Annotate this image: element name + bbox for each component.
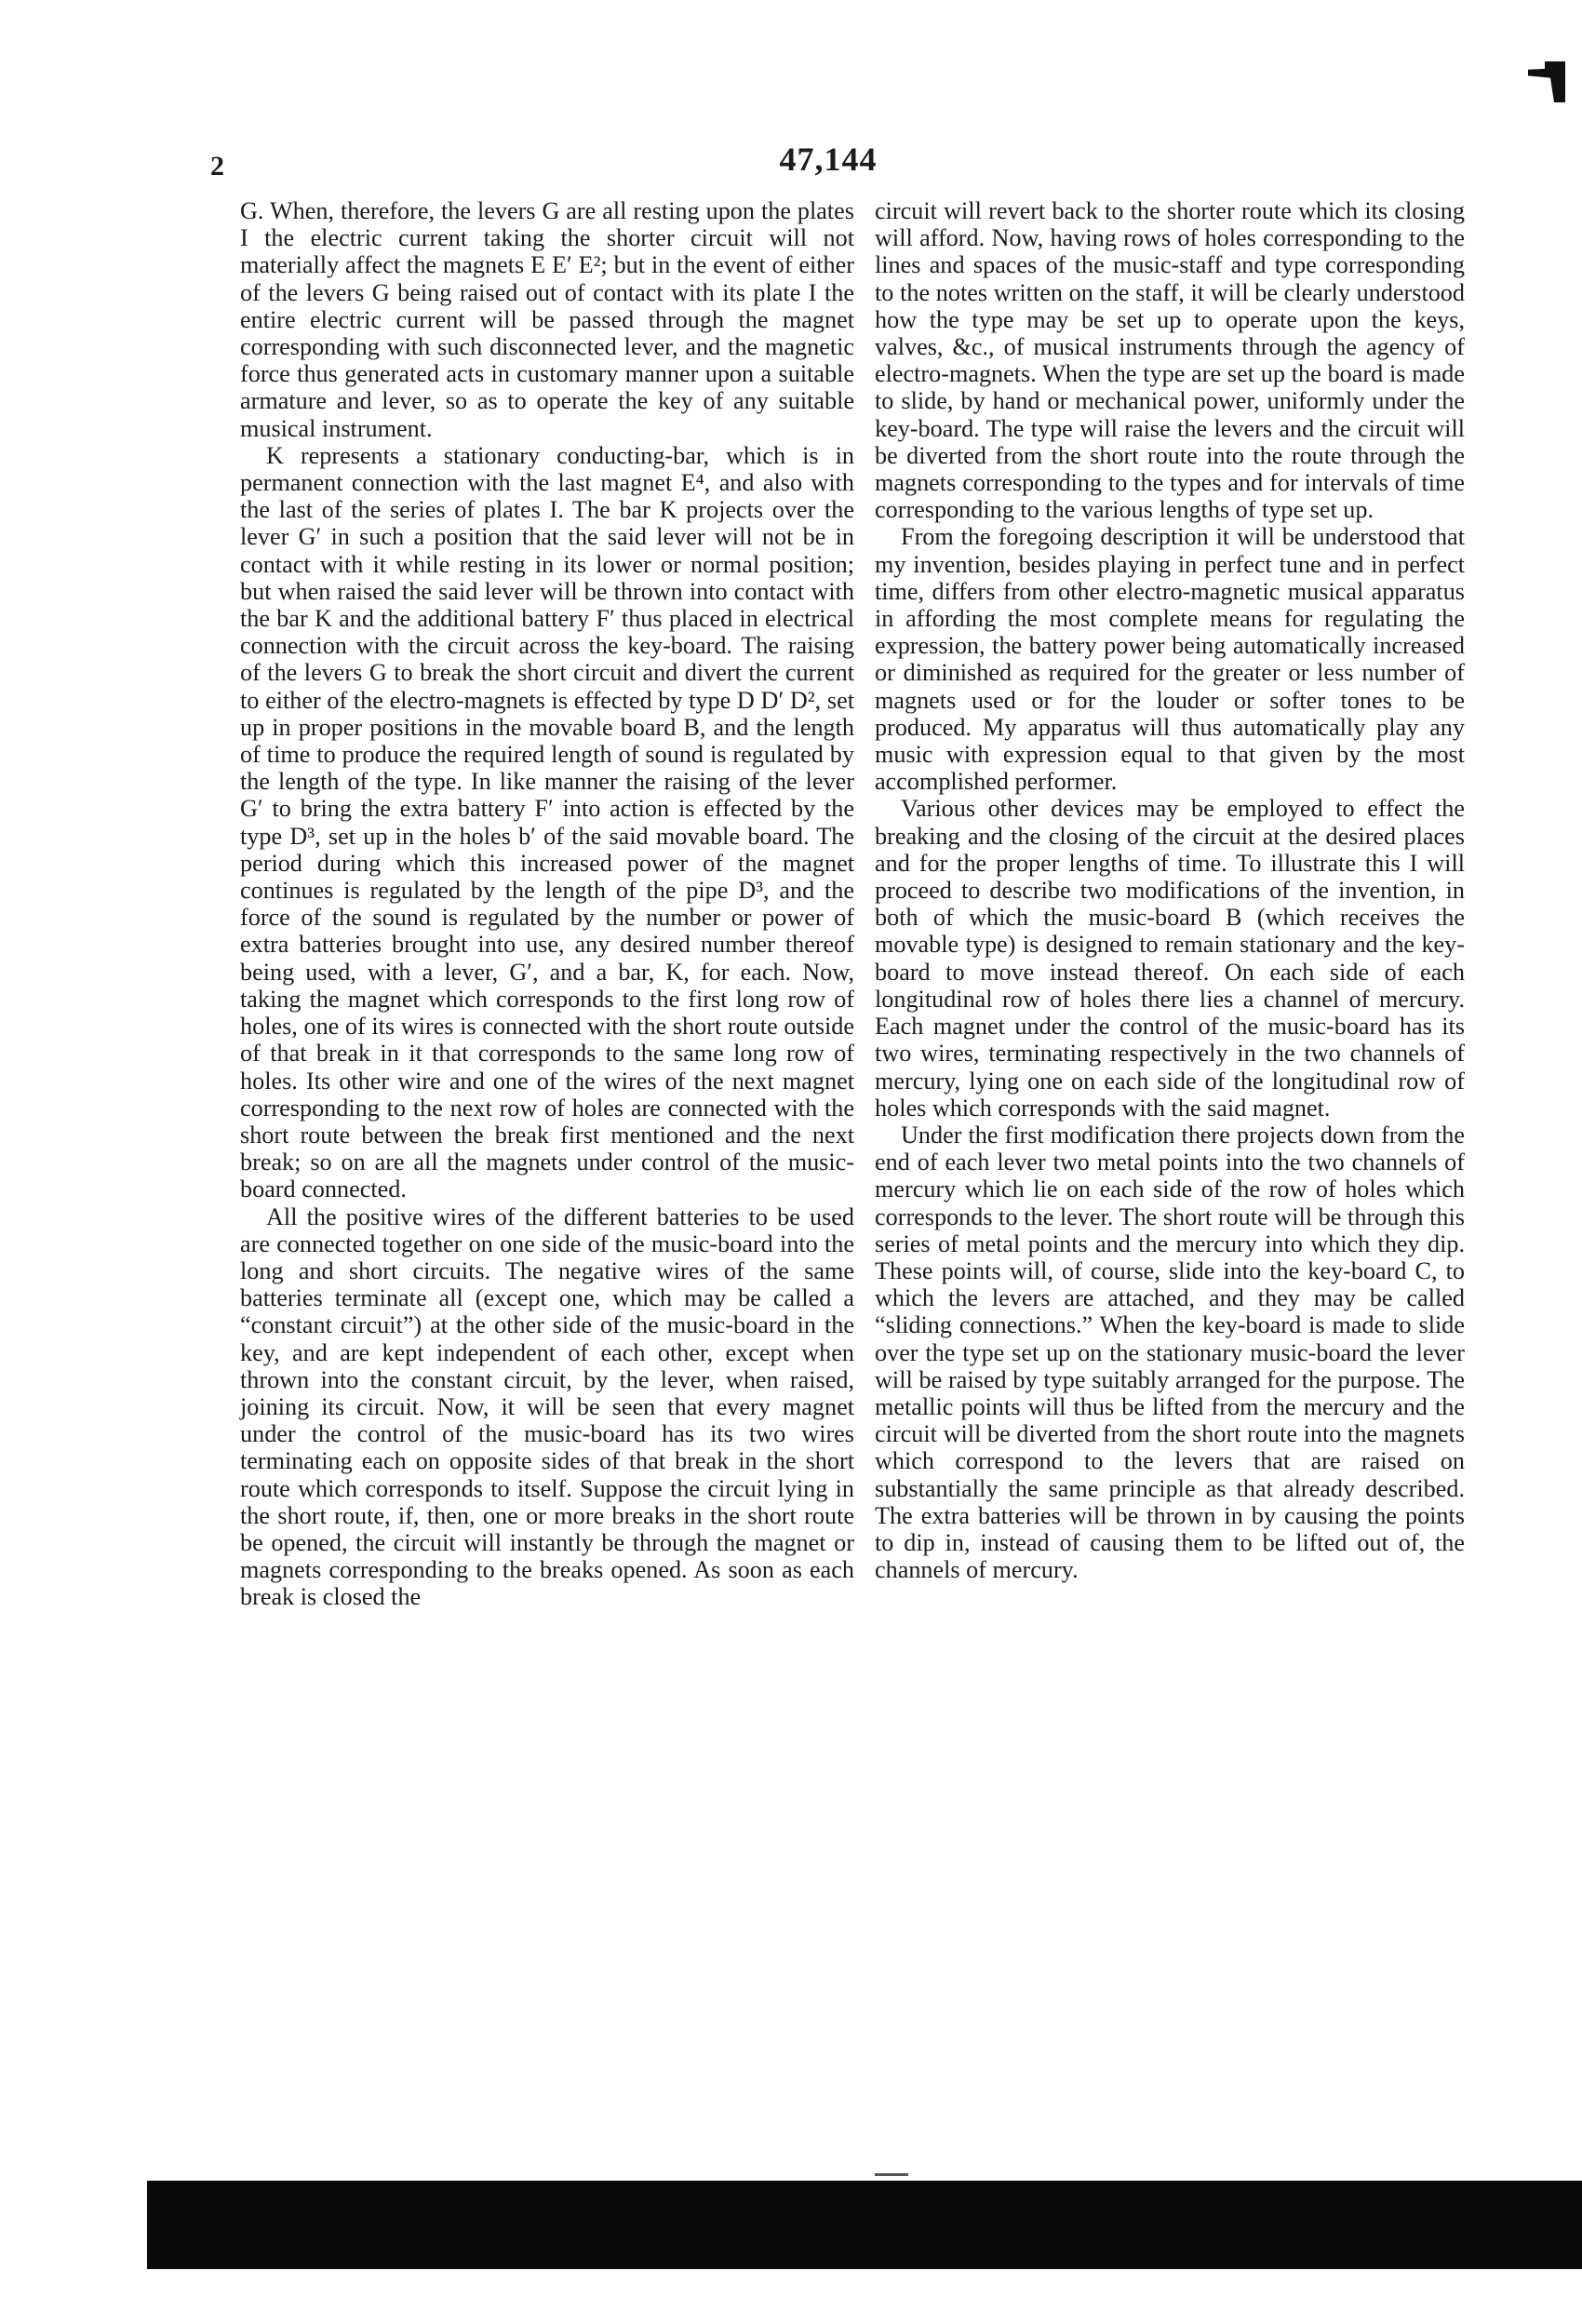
paragraph: Various other devices may be employed to effect the breaking and the closing of the circuit at the desired places and for the proper lengths of time. To illustrate this I will proceed to describe two modifications of the invention, in both of which the music-board B (which receives the movable type) is designed to remain stationary and the key-board to move instead thereof. On each side of each longitudinal row of holes there lies a channel of mercury. Each magnet under the control of the music-board has its two wires, terminating respectively in the two channels of mercury, lying one on each side of the longitudinal row of holes which corresponds with the said magnet. (875, 795, 1465, 1122)
paragraph: Under the first modification there projects down from the end of each lever two metal points into the two channels of mercury which lie on each side of the row of holes which corresponds to the lever. The short route will be through this series of metal points and the mercury into which they dip. These points will, of course, slide into the key-board C, to which the levers are attached, and they may be called “sliding connections.” When the key-board is made to slide over the type set up on the stationary music-board the lever will be raised by type suitably arranged for the purpose. The metallic points will thus be lifted from the mercury and the circuit will be diverted from the short route into the magnets which correspond to the levers that are raised on substantially the same principle as that already described. The extra batteries will be thrown in by causing the points to dip in, instead of causing them to be lifted out of, the channels of mercury. (875, 1121, 1465, 1584)
page-number: 2 (210, 151, 224, 181)
scan-speck (875, 2173, 908, 2176)
paragraph: circuit will revert back to the shorter route which its closing will afford. Now, having rows of holes corresponding to the lines and spaces of the music-staff and type corresponding to the notes written on the staff, it will be clearly understood how the type may be set up to operate upon the keys, valves, &c., of musical instruments through the agency of electro-magnets. When the type are set up the board is made to slide, by hand or mechanical power, uniformly under the key-board. The type will raise the levers and the circuit will be diverted from the short route into the route through the magnets corresponding to the types and for intervals of time corresponding to the various lengths of type set up. (875, 197, 1465, 524)
paragraph: G. When, therefore, the levers G are all resting upon the plates I the electric current taking the shorter circuit will not materially affect the magnets E E′ E²; but in the event of either of the levers G being raised out of contact with its plate I the entire electric current will be passed through the magnet corresponding with such disconnected lever, and the magnetic force thus generated acts in customary manner upon a suitable armature and lever, so as to operate the key of any suitable musical instrument. (240, 197, 854, 442)
paragraph: All the positive wires of the different batteries to be used are connected together on one side of the music-board into the long and short circuits. The negative wires of the same batteries terminate all (except one, which may be called a “constant circuit”) at the other side of the music-board in the key, and are kept independent of each other, except when thrown into the constant circuit, by the lever, when raised, joining its circuit. Now, it will be seen that every magnet under the control of the music-board has its two wires terminating each on opposite sides of that break in the short route which corresponds to itself. Suppose the circuit lying in the short route, if, then, one or more breaks in the short route be opened, the circuit will instantly be through the magnet or magnets corresponding to the breaks opened. As soon as each break is closed the (240, 1202, 854, 1611)
paragraph: K represents a stationary conducting-bar, which is in permanent connection with the last magnet E⁴, and also with the last of the series of plates I. The bar K projects over the lever G′ in such a position that the said lever will not be in contact with it while resting in its lower or normal position; but when raised the said lever will be thrown into contact with the bar K and the additional battery F′ thus placed in electrical connection with the circuit across the key-board. The raising of the levers G to break the short circuit and divert the current to either of the electro-magnets is effected by type D D′ D², set up in proper positions in the movable board B, and the length of time to produce the required length of sound is regulated by the length of the type. In like manner the raising of the lever G′ to bring the extra battery F′ into action is effected by the type D³, set up in the holes b′ of the said movable board. The period during which this increased power of the magnet continues is regulated by the length of the pipe D³, and the force of the sound is regulated by the number or power of extra batteries brought into use, any desired number thereof being used, with a lever, G′, and a bar, K, for each. Now, taking the magnet which corresponds to the first long row of holes, one of its wires is connected with the short route outside of that break in it that corresponds to the same long row of holes. Its other wire and one of the wires of the next magnet corresponding to the next row of holes are connected with the short route between the break first mentioned and the next break; so on are all the magnets under control of the music-board connected. (240, 441, 854, 1203)
left-column (240, 197, 854, 1611)
right-column (875, 197, 1465, 1583)
patent-number: 47,144 (779, 141, 878, 178)
scan-border-bar (147, 2181, 1582, 2269)
paragraph: From the foregoing description it will be understood that my invention, besides playing in perfect tune and in perfect time, differs from other electro-magnetic musical apparatus in affording the most complete means for regulating the expression, the battery power being automatically increased or diminished as required for the greater or less number of magnets used or for the louder or softer tones to be produced. My apparatus will thus automatically play any music with expression equal to that given by the most accomplished performer. (875, 523, 1465, 796)
corner-mark (1528, 61, 1565, 102)
